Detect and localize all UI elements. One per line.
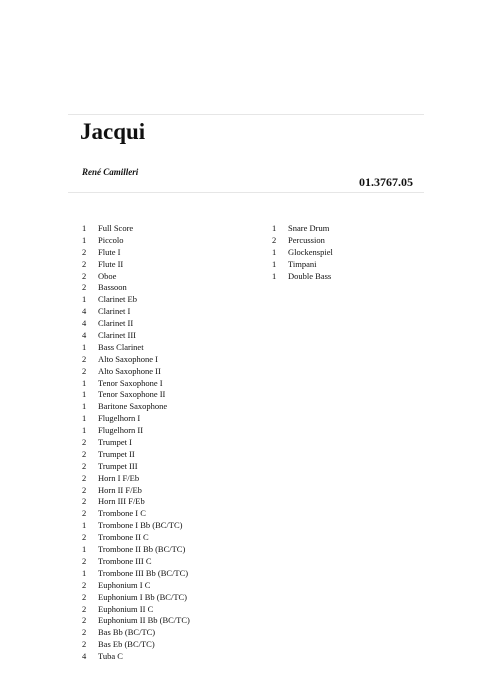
part-quantity: 2: [82, 258, 87, 269]
part-row: [82, 556, 190, 568]
part-row: [82, 318, 190, 330]
part-name: Trombone I Bb (BC/TC): [98, 520, 183, 531]
part-row: [272, 247, 333, 259]
part-row: [82, 520, 190, 532]
part-name: Trombone III C: [98, 555, 152, 566]
composer-name: René Camilleri: [82, 167, 139, 177]
part-name: Euphonium II C: [98, 603, 154, 614]
part-quantity: 2: [82, 591, 87, 602]
part-row: [82, 473, 190, 485]
part-quantity: 1: [82, 234, 87, 245]
part-name: Clarinet III: [98, 330, 136, 341]
part-quantity: 4: [82, 318, 87, 329]
part-row: [272, 235, 333, 247]
part-row: [82, 461, 190, 473]
part-name: Snare Drum: [288, 223, 330, 233]
part-row: [82, 259, 190, 271]
part-name: Tenor Saxophone I: [98, 377, 163, 388]
part-row: [82, 389, 190, 401]
part-quantity: 2: [82, 353, 87, 364]
part-quantity: 2: [272, 234, 277, 245]
part-name: Baritone Saxophone: [98, 401, 168, 412]
part-quantity: 2: [82, 627, 87, 638]
part-quantity: 2: [82, 639, 87, 650]
part-name: Flute I: [98, 246, 121, 257]
part-name: Bass Clarinet: [98, 341, 144, 352]
part-row: [82, 485, 190, 497]
part-name: Trombone II Bb (BC/TC): [98, 544, 186, 555]
part-row: [82, 401, 190, 413]
part-row: [82, 651, 190, 663]
part-row: [82, 496, 190, 508]
part-quantity: 4: [82, 330, 87, 341]
part-quantity: 1: [82, 389, 87, 400]
part-row: [82, 568, 190, 580]
part-quantity: 2: [82, 282, 87, 293]
part-quantity: 2: [82, 508, 87, 519]
part-row: [82, 271, 190, 283]
part-quantity: 2: [82, 579, 87, 590]
parts-list-right: [272, 223, 333, 282]
part-row: [272, 223, 333, 235]
part-row: [82, 532, 190, 544]
part-quantity: 4: [82, 651, 87, 662]
part-name: Bas Bb (BC/TC): [98, 627, 156, 638]
header-top-rule: [68, 114, 424, 115]
part-quantity: 1: [82, 544, 87, 555]
part-row: [82, 437, 190, 449]
part-quantity: 4: [82, 306, 87, 317]
part-name: Clarinet Eb: [98, 294, 137, 305]
part-quantity: 2: [82, 532, 87, 543]
part-row: [82, 342, 190, 354]
part-quantity: 2: [82, 472, 87, 483]
part-quantity: 1: [82, 413, 87, 424]
part-row: [272, 259, 333, 271]
part-name: Trombone III Bb (BC/TC): [98, 567, 189, 578]
part-quantity: 1: [82, 401, 87, 412]
part-row: [82, 425, 190, 437]
part-name: Horn II F/Eb: [98, 484, 142, 495]
part-quantity: 2: [82, 496, 87, 507]
part-row: [82, 449, 190, 461]
part-row: [82, 508, 190, 520]
part-name: Euphonium I Bb (BC/TC): [98, 591, 188, 602]
part-row: [82, 282, 190, 294]
part-quantity: 2: [82, 246, 87, 257]
part-quantity: 2: [82, 555, 87, 566]
part-quantity: 1: [82, 520, 87, 531]
header-bottom-rule: [68, 192, 424, 193]
parts-list-left: [82, 223, 190, 663]
part-quantity: 1: [272, 270, 277, 281]
part-quantity: 2: [82, 460, 87, 471]
part-name: Bassoon: [98, 282, 127, 293]
part-quantity: 2: [82, 365, 87, 376]
part-name: Alto Saxophone I: [98, 353, 158, 364]
part-quantity: 2: [82, 437, 87, 448]
part-row: [272, 271, 333, 283]
part-name: Horn I F/Eb: [98, 472, 140, 483]
part-row: [82, 639, 190, 651]
part-name: Trombone I C: [98, 508, 146, 519]
part-quantity: 1: [82, 425, 87, 436]
part-name: Flugelhorn II: [98, 425, 144, 436]
part-quantity: 1: [82, 294, 87, 305]
part-name: Alto Saxophone II: [98, 365, 161, 376]
part-name: Euphonium I C: [98, 579, 151, 590]
part-row: [82, 306, 190, 318]
part-name: Double Bass: [288, 270, 332, 281]
part-name: Trumpet II: [98, 448, 135, 459]
part-row: [82, 378, 190, 390]
part-name: Trombone II C: [98, 532, 149, 543]
part-quantity: 2: [82, 484, 87, 495]
part-name: Flute II: [98, 258, 124, 269]
part-row: [82, 235, 190, 247]
part-quantity: 1: [272, 258, 277, 269]
part-name: Flugelhorn I: [98, 413, 141, 424]
part-name: Trumpet I: [98, 437, 132, 448]
part-row: [82, 354, 190, 366]
part-name: Bas Eb (BC/TC): [98, 639, 155, 650]
part-row: [82, 294, 190, 306]
part-name: Piccolo: [98, 234, 124, 245]
part-quantity: 1: [272, 246, 277, 257]
part-quantity: 2: [82, 603, 87, 614]
part-row: [82, 592, 190, 604]
part-quantity: 2: [82, 270, 87, 281]
part-row: [82, 544, 190, 556]
part-row: [82, 223, 190, 235]
part-row: [82, 330, 190, 342]
part-name: Percussion: [288, 234, 325, 245]
part-quantity: 1: [82, 223, 87, 233]
part-name: Trumpet III: [98, 460, 138, 471]
part-quantity: 1: [82, 567, 87, 578]
part-name: Clarinet I: [98, 306, 131, 317]
part-name: Oboe: [98, 270, 117, 281]
part-row: [82, 615, 190, 627]
part-quantity: 1: [82, 377, 87, 388]
part-row: [82, 627, 190, 639]
part-name: Full Score: [98, 223, 134, 233]
part-quantity: 1: [82, 341, 87, 352]
part-row: [82, 580, 190, 592]
part-quantity: 1: [272, 223, 277, 233]
part-name: Horn III F/Eb: [98, 496, 145, 507]
part-row: [82, 413, 190, 425]
part-row: [82, 247, 190, 259]
part-row: [82, 604, 190, 616]
part-name: Clarinet II: [98, 318, 134, 329]
part-row: [82, 366, 190, 378]
part-quantity: 2: [82, 615, 87, 626]
part-name: Euphonium II Bb (BC/TC): [98, 615, 190, 626]
part-quantity: 2: [82, 448, 87, 459]
part-name: Timpani: [288, 258, 317, 269]
catalog-number: 01.3767.05: [359, 175, 413, 189]
part-name: Glockenspiel: [288, 246, 333, 257]
part-name: Tenor Saxophone II: [98, 389, 166, 400]
score-title: Jacqui: [80, 119, 146, 144]
part-name: Tuba C: [98, 651, 123, 662]
